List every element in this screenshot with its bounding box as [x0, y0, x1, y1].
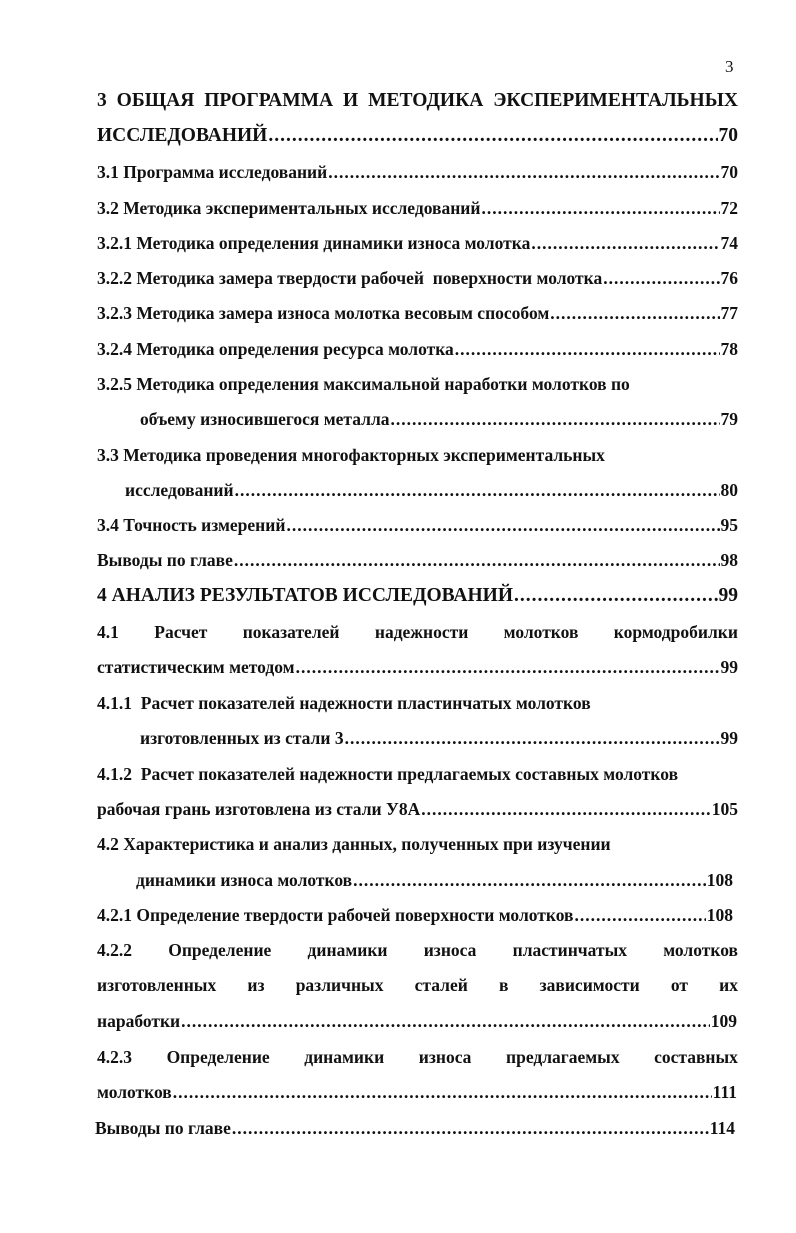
dot-leader	[234, 545, 720, 575]
word: Расчет	[154, 622, 208, 642]
dot-leader	[173, 1077, 712, 1107]
toc-entry-3-1	[97, 157, 738, 187]
dot-leader	[328, 157, 719, 187]
toc-entry-title: 3.2.5 Методика определения максимальной наработки молотков по	[97, 374, 630, 394]
toc-entry-3-2-2	[97, 263, 738, 293]
word: Определение	[166, 1047, 270, 1067]
toc-page-number: 70	[720, 162, 738, 182]
word: 4.2.2	[97, 940, 132, 960]
toc-entry-title: 4.2.1 Определение твердости рабочей поверхности молотков	[97, 905, 574, 925]
dot-leader	[353, 865, 706, 895]
toc-entry-4-1-2-line2	[97, 794, 738, 824]
toc-entry-title: 4 АНАЛИЗ РЕЗУЛЬТАТОВ ИССЛЕДОВАНИЙ	[97, 585, 514, 606]
word: предлагаемых	[506, 1047, 620, 1067]
dot-leader	[603, 263, 719, 293]
dot-leader	[181, 1006, 710, 1036]
toc-entry-4-2-2-line1	[97, 935, 738, 965]
word: сталей	[414, 975, 468, 995]
toc-page-number: 108	[706, 905, 733, 925]
toc-entry-title: 3.2.1 Методика определения динамики износа молотка	[97, 233, 531, 253]
toc-entry-title: 4.1.1 Расчет показателей надежности пластинчатых молотков	[97, 693, 591, 713]
toc-chapter-3-title-line1	[97, 86, 738, 116]
toc-page-number: 77	[720, 303, 738, 323]
toc-page-number: 79	[720, 409, 738, 429]
dot-leader	[531, 228, 719, 258]
toc-entry-3-2-1	[97, 228, 738, 258]
word: динамики	[307, 940, 388, 960]
word: 4.2.3	[97, 1047, 132, 1067]
toc-entry-4-1-line1	[97, 617, 738, 647]
toc-entry-3-3-line1	[97, 440, 738, 470]
word: Определение	[168, 940, 272, 960]
toc-entry-3-2-5-line2	[140, 404, 738, 434]
toc-entry-3-2-3	[97, 298, 738, 328]
toc-entry-ch3-conclusions	[97, 545, 738, 575]
toc-entry-title: 4.2 Характеристика и анализ данных, полученных при изучении	[97, 834, 611, 854]
word: составных	[654, 1047, 738, 1067]
toc-entry-title: динамики износа молотков	[136, 870, 353, 890]
toc-page-number: 99	[718, 585, 738, 606]
toc-chapter-3-title-line2	[97, 121, 738, 151]
toc-entry-title: 3.4 Точность измерений	[97, 515, 286, 535]
toc-entry-4-2-3-line2	[97, 1077, 737, 1107]
dot-leader	[550, 298, 719, 328]
word: ПРОГРАММА	[204, 90, 334, 111]
toc-entry-3-4	[97, 510, 738, 540]
toc-entry-4-1-line2	[97, 652, 738, 682]
word: пластинчатых	[512, 940, 627, 960]
dot-leader	[345, 723, 720, 753]
toc-page-number: 98	[720, 550, 738, 570]
toc-page-number: 70	[718, 125, 738, 146]
toc-page-number: 95	[720, 515, 738, 535]
toc-entry-title: исследований	[125, 480, 234, 500]
word: износа	[418, 1047, 472, 1067]
toc-page-number: 74	[720, 233, 738, 253]
dot-leader	[235, 475, 720, 505]
dot-leader	[455, 334, 720, 364]
toc-entry-ch4-conclusions	[95, 1113, 735, 1143]
toc-entry-3-2-4	[97, 334, 738, 364]
toc-entry-title: 3.2.3 Методика замера износа молотка весовым способом	[97, 303, 550, 323]
dot-leader	[575, 900, 706, 930]
toc-entry-title: Выводы по главе	[95, 1118, 231, 1138]
toc-entry-4-1-2-line1	[97, 759, 738, 789]
dot-leader	[232, 1113, 709, 1143]
word: И	[343, 90, 359, 111]
toc-entry-title: ИССЛЕДОВАНИЙ	[97, 125, 268, 146]
word: динамики	[304, 1047, 385, 1067]
toc-entry-title: изготовленных из стали 3	[140, 728, 344, 748]
toc-page-number: 99	[720, 657, 738, 677]
toc-page-number: 108	[706, 870, 733, 890]
toc-entry-4-2-3-line1	[97, 1042, 738, 1072]
word: надежности	[374, 622, 469, 642]
toc-entry-4-2-2-line3	[97, 1006, 737, 1036]
toc-page-number: 78	[720, 339, 738, 359]
word: изготовленных	[97, 975, 217, 995]
toc-entry-title: 3.2.2 Методика замера твердости рабочей поверхности молотка	[97, 268, 603, 288]
word: кормодробилки	[613, 622, 738, 642]
toc-entry-4-2-line1	[97, 829, 738, 859]
dot-leader	[296, 652, 720, 682]
toc-entry-title: 4.1.2 Расчет показателей надежности предлагаемых составных молотков	[97, 764, 679, 784]
dot-leader	[391, 404, 720, 434]
word: износа	[423, 940, 477, 960]
toc-page-number: 99	[720, 728, 738, 748]
word: 3	[97, 90, 107, 111]
word: показателей	[242, 622, 340, 642]
toc-entry-title: 3.2.4 Методика определения ресурса молотка	[97, 339, 454, 359]
toc-page-number: 76	[720, 268, 738, 288]
toc-entry-title: статистическим методом	[97, 657, 295, 677]
dot-leader	[268, 121, 717, 151]
word: МЕТОДИКА	[368, 90, 484, 111]
toc-page-number: 111	[712, 1082, 737, 1102]
toc-page-number: 80	[720, 480, 738, 500]
toc-page-number: 105	[711, 799, 738, 819]
toc-entry-3-2	[97, 193, 738, 223]
toc-entry-title: Выводы по главе	[97, 550, 233, 570]
dot-leader	[286, 510, 719, 540]
word: различных	[295, 975, 384, 995]
toc-entry-3-2-5-line1	[97, 369, 738, 399]
word: их	[719, 975, 738, 995]
word: ОБЩАЯ	[116, 90, 195, 111]
word: зависимости	[539, 975, 640, 995]
toc-entry-title: наработки	[97, 1011, 181, 1031]
word: из	[247, 975, 265, 995]
toc-entry-title: 3.1 Программа исследований	[97, 162, 328, 182]
toc-entry-4-2-line2	[136, 865, 733, 895]
toc-entry-3-3-line2	[125, 475, 738, 505]
toc-entry-title: 3.2 Методика экспериментальных исследований	[97, 198, 481, 218]
toc-page-number: 72	[720, 198, 738, 218]
word: молотков	[503, 622, 579, 642]
word: от	[670, 975, 688, 995]
toc-entry-title: рабочая грань изготовлена из стали У8А	[97, 799, 421, 819]
toc-entry-4-2-2-line2	[97, 970, 738, 1000]
dot-leader	[481, 193, 719, 223]
toc-entry-title: молотков	[97, 1082, 172, 1102]
toc-page-number: 114	[709, 1118, 735, 1138]
page-number: 3	[725, 57, 734, 76]
dot-leader	[514, 581, 717, 611]
toc-entry-title: объему износившегося металла	[140, 409, 390, 429]
word: ЭКСПЕРИМЕНТАЛЬНЫХ	[493, 90, 738, 111]
dot-leader	[421, 794, 711, 824]
toc-page-number: 109	[710, 1011, 737, 1031]
toc-entry-4-1-1-line1	[97, 688, 738, 718]
toc-chapter-4	[97, 581, 738, 611]
toc-entry-4-1-1-line2	[140, 723, 738, 753]
toc-entry-4-2-1	[97, 900, 733, 930]
word: 4.1	[97, 622, 119, 642]
word: в	[498, 975, 509, 995]
toc-entry-title: 3.3 Методика проведения многофакторных экспериментальных	[97, 445, 605, 465]
toc-chapter-3-words	[97, 86, 738, 116]
word: молотков	[663, 940, 738, 960]
